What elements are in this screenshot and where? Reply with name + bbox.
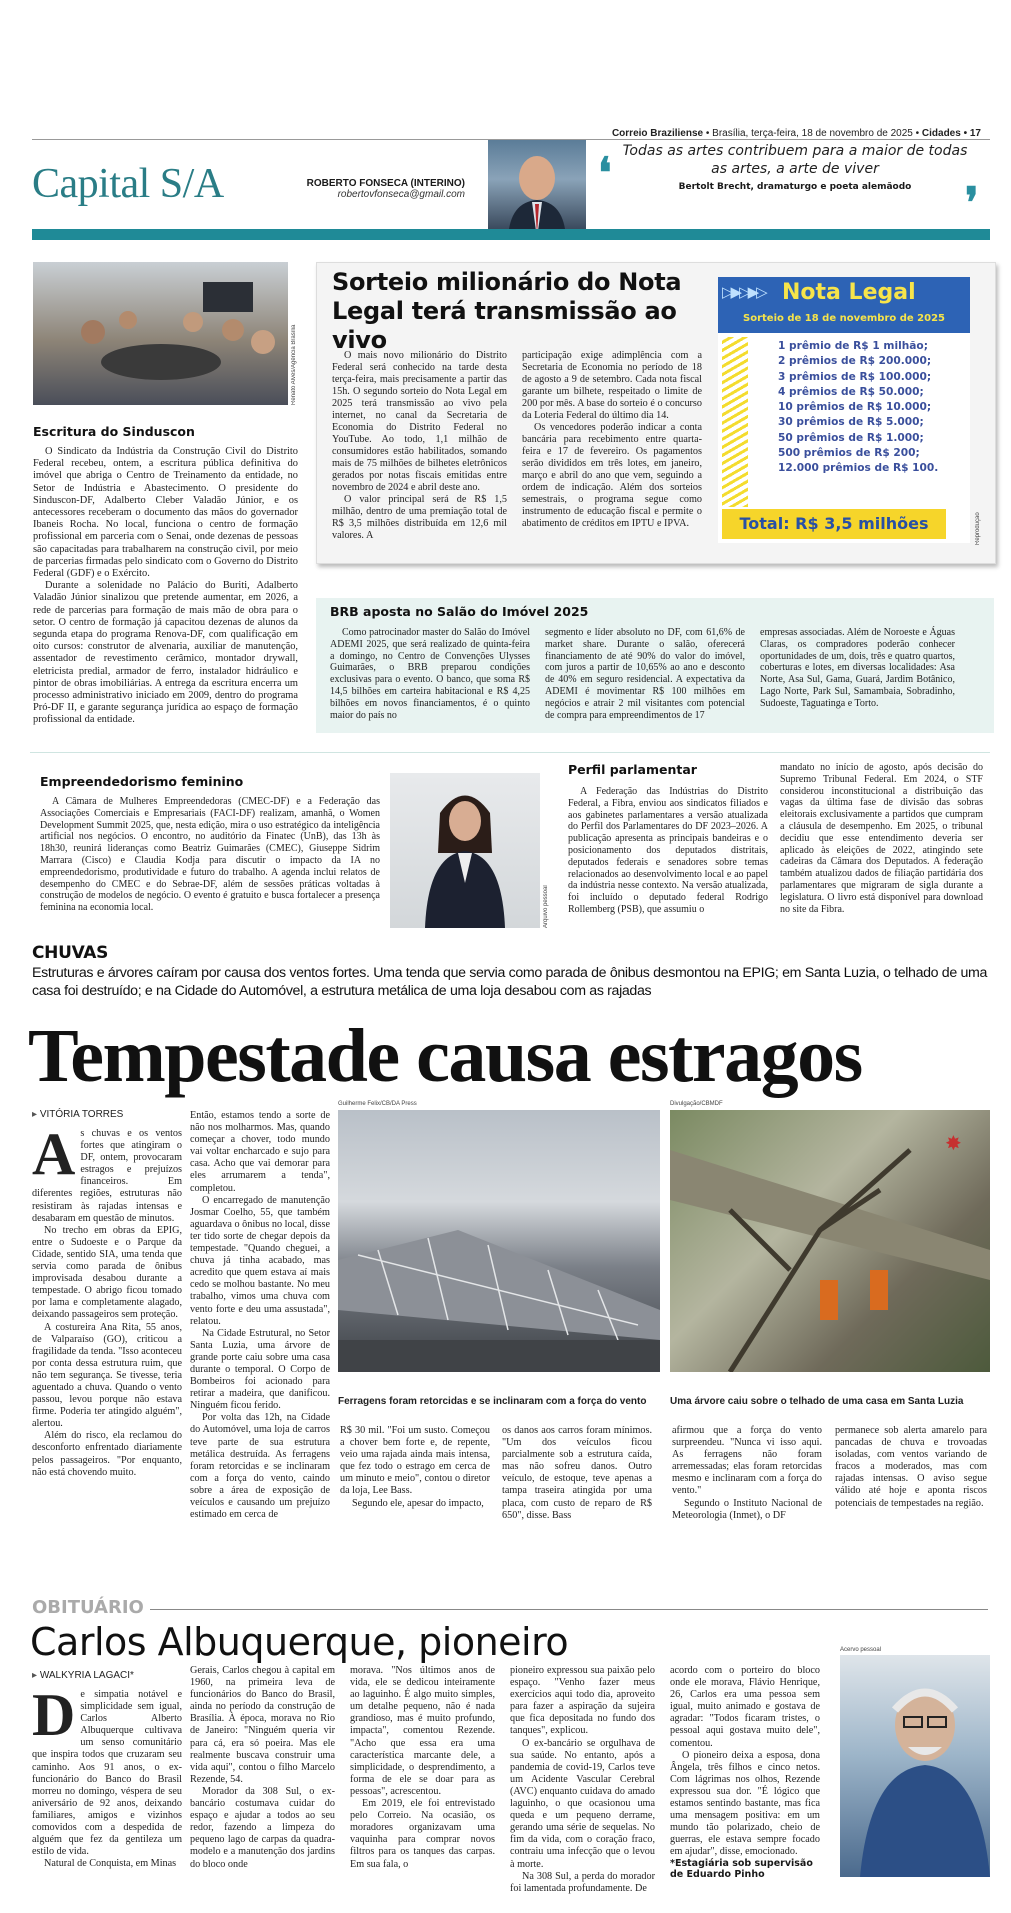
prize-item: 10 prêmios de R$ 10.000; (778, 401, 932, 414)
paragraph: No trecho em obras da EPIG, entre o Sudoeste e o Parque da Cidade, sentido SIA, uma tenda que servia como parada de ônibus improvisada desabou durante a tempestade. O abrigo ficou tomado por lama e completamente alagado, deixando passageiros sem proteção. (32, 1224, 182, 1321)
obituario-col4 (510, 1665, 655, 1895)
paragraph: pioneiro expressou sua paixão pelo espaço. "Venho fazer meus exercícios aqui todo dia, aproveito para fazer a aspiração da sujeira que fica depositada no fundo dos tanques", explicou. (510, 1665, 655, 1737)
columnist-email[interactable]: robertovfonseca@gmail.com (337, 189, 465, 200)
paragraph: Além do risco, ela reclamou do desconforto enfrentado diariamente pelos passageiros. "Por enquanto, não está chovendo muito. (32, 1430, 182, 1478)
empreend-photo (390, 773, 540, 928)
page-masthead: Correio Braziliense • Brasília, terça-feira, 18 de novembro de 2025 • Cidades • 17 (611, 128, 981, 139)
nota-legal-card-title: Nota Legal (782, 280, 916, 305)
dropcap: D (32, 1682, 76, 1748)
paragraph: Em 2019, ele foi entrevistado pelo Correio. Na ocasião, os moradores organizavam uma vaquinha para comprar novos filtros para os tanques das carpas. Em sua fala, o (350, 1798, 495, 1870)
paragraph: permanece sob alerta amarelo para pancadas de chuva e trovoadas isoladas, com ventos variando de fracos a moderados, mas com rajadas intensas. O aviso segue válido até hoje e aponta riscos potenciais de tempestades na região. (835, 1425, 987, 1509)
obituario-rule (150, 1609, 988, 1610)
sinduscon-photo (33, 262, 288, 405)
paragraph: Por volta das 12h, na Cidade do Automóvel, uma loja de carros teve parte de sua estrutura metálica destruída. As ferragens foram retorcidas e se inclinaram com a força do vento, caindo sobre a área de exposição de veículos e causando um prejuízo estimado em cerca de (190, 1412, 330, 1521)
paragraph: O valor principal será de R$ 1,5 milhão, dentro de uma premiação total de R$ 3,5 milhões distribuída em 12,6 mil valores. A (332, 494, 507, 541)
chuvas-col6 (835, 1425, 987, 1510)
chuvas-col3 (340, 1425, 490, 1510)
nota-legal-card-header (718, 277, 970, 333)
quote-text: Todas as artes contribuem para a maior de todas as artes, a arte de viver (622, 143, 968, 177)
arrow-icons: ▷▶▷▶▷ (722, 283, 765, 301)
paragraph: O ex-bancário se orgulhava de sua saúde. No entanto, após a pandemia de covid-19, Carlos teve um Acidente Vascular Cerebral (AVC) enquanto cuidava do amado laguinho, o que ocasionou uma queda e um pequeno derrame, gerando uma série de sequelas. No fim da vida, com o coração fraco, contraiu uma infecção que o levou à morte. (510, 1737, 655, 1870)
paragraph: Gerais, Carlos chegou à capital em 1960, na primeira leva de funcionários do Banco do Brasil, ainda no período da construção de Brasília. À época, morava no Rio de Janeiro: "Ninguém queria vir para cá, era só poeira. Mas ele realmente buscava construir uma vida aqui", contou o filho Marcelo Rezende, 54. (190, 1665, 335, 1785)
brb-title: BRB aposta no Salão do Imóvel 2025 (330, 604, 589, 619)
obituario-headline: Carlos Albuquerque, pioneiro (30, 1620, 569, 1664)
collapsed-structure-icon (338, 1110, 660, 1372)
sinduscon-title: Escritura do Sinduscon (33, 424, 195, 439)
chuvas-kicker: CHUVAS (32, 943, 109, 963)
paper-name: Correio Braziliense (611, 128, 704, 139)
divider (30, 752, 990, 753)
prize-item: 12.000 prêmios de R$ 100. (778, 462, 939, 475)
chuvas-col5 (672, 1425, 822, 1522)
paragraph: A costureira Ana Rita, 55 anos, de Valparaíso (GO), criticou a fragilidade da tenda. "Isso aconteceu por conta dessa estrutura ruim, que não tem segurança. Se tivesse, teria aguentado a chuva. Quando o vento passou, levou porque não estava firme. Poderia ter atingido alguém", alertou. (32, 1321, 182, 1430)
obituario-byline (32, 1670, 134, 1681)
paragraph: O encarregado de manutenção Josmar Coelho, 55, que também aguardava o ônibus no local, disse ter tido sorte de chegar depois da tempestade. "Quando cheguei, a chuva já tinha acabado, mas acredito que quem estava aí mais cedo se molhou bastante. No meu trabalho, vimos uma chuva com vento forte e deu uma assustada", relatou. (190, 1194, 330, 1327)
prize-item: 1 prêmio de R$ 1 milhão; (778, 340, 928, 352)
brb-col1 (330, 627, 530, 721)
woman-portrait-icon (390, 773, 540, 928)
paragraph: Morador da 308 Sul, o ex-bancário costumava cuidar do espaço e ajudar a todos ao seu redor, fazendo a limpeza do pequeno lago de carpas da quadra-modelo e a manutenção dos jardins do bloco onde (190, 1785, 335, 1870)
meeting-photo-icon (33, 262, 288, 405)
paragraph: afirmou que a força do vento surpreendeu. "Nunca vi isso aqui. As ferragens não foram arremessadas; elas foram retorcidas mesmo e inclinaram com a força do vento." (672, 1425, 822, 1497)
paragraph: O mais novo milionário do Distrito Federal será conhecido na tarde desta terça-feira, mais precisamente a partir das 15h. O segundo sorteio do Nota Legal em 2025 terá transmissão ao vivo pela internet, no canal da Secretaria de Economia do Distrito Federal no YouTube. Ao todo, 1,1 milhão de consumidores estão habilitados, somando mais de 75 milhões de bilhetes eletrônicos gerados por notas fiscais emitidas entre novembro de 2024 e abril deste ano. (332, 350, 507, 493)
photo-b-caption: Uma árvore caiu sobre o telhado de uma casa em Santa Luzia (670, 1396, 964, 1407)
chuvas-byline (32, 1109, 123, 1120)
chuvas-headline: Tempestade causa estragos (28, 1014, 862, 1098)
empreend-body (40, 796, 380, 914)
paragraph: Os vencedores poderão indicar a conta bancária para recebimento entre quarta-feira e 17 de fevereiro. Os pagamentos serão divididos em três lotes, em janeiro, março e abril do ano que vem, seguindo a ordem de indicação. Além dos sorteios semestrais, o programa segue como instrumento de educação fiscal e permite o abatimento de créditos em IPTU e IPVA. (522, 422, 702, 529)
nota-legal-col1 (332, 350, 507, 542)
column-name: Capital S/A (32, 161, 224, 207)
obituario-footnote: *Estagiária sob supervisão de Eduardo Pinho (670, 1858, 813, 1880)
photo-ferragens (338, 1110, 660, 1372)
open-quote-icon: ❛ (598, 148, 612, 197)
byline-arrow-icon: ▸ (32, 1670, 40, 1681)
empreend-photo-credit: Arquivo pessoal (543, 885, 549, 928)
paragraph: Durante a solenidade no Palácio do Buriti, Adalberto Valadão Júnior sinalizou que pretende aumentar, em 2026, a rede de parcerias para formação de mais mão de obra para o setor. O centro de formação já capacitou dezenas de alunos da segunda etapa do programa Renova-DF, com qualificação em oito cursos: construtor de alvenaria, auxiliar de manutenção, assentador de revestimento cerâmico, montador drywall, eletricista predial, armador de ferro, instalador hidráulico e pintor de obras imobiliárias. A entrega da escritura encerra um processo administrativo iniciado em 2009, dentro do programa Pró-DF II, e garante segurança jurídica ao espaço de formação profissional da entidade. (33, 580, 298, 726)
paragraph: O pioneiro deixa a esposa, dona Ângela, três filhos e cinco netos. Com lágrimas nos olhos, Rezende expressou sua dor. "É lógico que estamos sentindo bastante, mas fica uma mensagem positiva: em um mundo tão polarizado, cheio de guerras, ele estava sempre focado em ajudar", disse, emocionado. (670, 1749, 820, 1858)
perfil-col1 (568, 786, 768, 916)
columnist-portrait-icon (488, 140, 586, 238)
paragraph: Então, estamos tendo a sorte de não nos molharmos. Mas, quando começar a chover, todo mundo vai voltar encharcado e sujo para casa. Acho que vai demorar para eles arrumarem a tenda", completou. (190, 1110, 330, 1194)
nota-legal-card-subtitle: Sorteio de 18 de novembro de 2025 (743, 313, 945, 324)
paragraph: R$ 30 mil. "Foi um susto. Começou a chover bem forte e, de repente, veio uma rajada ainda mais intensa, que fez todo o estrago em cerca de um minuto e meio", contou o diretor da loja, Lee Bass. (340, 1425, 490, 1497)
dropcap: A (32, 1121, 76, 1187)
chuvas-col1 (32, 1121, 182, 1479)
section-name: Cidades (921, 128, 961, 139)
paragraph: acordo com o porteiro do bloco onde ele morava, Flávio Henrique, 26, Carlos era uma pessoa sem igual, muito animado e gostava de agradar: "Todos ficaram tristes, o pessoal aqui gostava muito dele", comentou. (670, 1665, 820, 1749)
paragraph: O Sindicato da Indústria da Construção Civil do Distrito Federal recebeu, ontem, a escritura pública definitiva do imóvel que abriga o Centro de Treinamento da entidade, no Setor de Indústria e Abastecimento. O presidente do Sinduscon-DF, Adalberto Cleber Valadão Júnior, e os antecessores receberam o documento das mãos do governador Ibaneis Rocha. No local, funciona o centro de formação profissional em parceria com o Senai, onde dezenas de pessoas são capacitadas para trabalharem na construção civil, por meio de parcerias firmadas pelo sindicato com o Governo do Distrito Federal (GDF) e o Exército. (33, 446, 298, 580)
sinduscon-photo-credit: Renato Alves/Agência Brasília (291, 324, 297, 405)
nota-legal-card-credit: Reprodução (975, 512, 981, 545)
paragraph: s chuvas e os ventos fortes que atingiram o DF, ontem, provocaram estragos e prejuízos financeiros. Em diferentes regiões, estruturas não resistiram às rajadas intensas e desabaram em questão de minutos. (32, 1128, 182, 1224)
paragraph: participação exige adimplência com a Secretaria de Economia no período de 18 de agosto a 9 de setembro. Cada nota fiscal garante um bilhete, respeitado o limite de 200 por mês. A base do sorteio é o concurso da Loteria Federal do último dia 14. (522, 350, 702, 421)
nota-legal-card (718, 277, 970, 543)
photo-arvore (670, 1110, 990, 1372)
prize-item: 3 prêmios de R$ 100.000; (778, 370, 932, 383)
column-quote (620, 142, 970, 192)
dateline: Brasília, terça-feira, 18 de novembro de 2025 (712, 128, 913, 139)
paragraph: Na Cidade Estrutural, no Setor Santa Luzia, uma árvore de grande porte caiu sobre uma casa durante o temporal. O Corpo de Bombeiros foi acionado para retirar a madeira, que danificou. Ninguém ficou ferido. (190, 1327, 330, 1412)
paragraph: segmento e líder absoluto no DF, com 61,6% de market share. Durante o salão, oferecerá financiamento de até 90% do valor do imóvel, com juros a partir de 10,65% ao ano e desconto de 40% em seguro residencial. A expectativa da ADEMI é movimentar R$ 100 milhões em negócios e atrair 2 mil visitantes com potencial de compra para empreendimentos de 17 (545, 627, 745, 721)
column-band (32, 229, 990, 240)
prize-item: 2 prêmios de R$ 200.000; (778, 355, 932, 368)
obituario-kicker: OBITUÁRIO (32, 1597, 144, 1618)
prize-item: 500 prêmios de R$ 200; (778, 447, 920, 460)
nota-legal-title: Sorteio milionário do Nota Legal terá transmissão ao vivo (332, 268, 682, 354)
empreend-title: Empreendedorismo feminino (40, 774, 244, 789)
paragraph: Como patrocinador master do Salão do Imóvel ADEMI 2025, que será realizado de quinta-feira a domingo, no Centro de Convenções Ulysses Guimarães, o BRB preparou condições exclusivas para o evento. O banco, que soma R$ 14,5 bilhões em carteira habitacional e R$ 4,25 bilhões em novos financiamentos, é o quinto maior do país no (330, 627, 530, 721)
paragraph: e simpatia notável e simplicidade sem igual, Carlos Alberto Albuquerque cultivava um senso comunitário que inspira todos que cruzaram seu caminho. Aos 91 anos, o ex-funcionário do Banco do Brasil morreu no domingo, véspera de seu aniversário de 92 anos, deixando familiares, amigos e vizinhos comovidos com a despedida de alguém que fez da gentileza um estilo de vida. (32, 1689, 182, 1858)
columnist-name: ROBERTO FONSECA (INTERINO) (306, 178, 465, 189)
nota-legal-col2 (522, 350, 702, 530)
paragraph: Na 308 Sul, a perda do morador foi lamentada profundamente. De (510, 1870, 655, 1894)
perfil-title: Perfil parlamentar (568, 762, 697, 777)
brb-col3 (760, 627, 955, 710)
paragraph: morava. "Nos últimos anos de vida, ele se dedicou inteiramente ao laguinho. É algo muito simples, um detalhe pequeno, não é nada grandioso, mas é muito profundo, impacta", comentou Rezende. "Acho que essa era uma característica marcante dele, a simplicidade, o desprendimento, a forma de ele se doar para as pessoas", acrescentou. (350, 1665, 495, 1797)
columnist-photo (488, 140, 586, 238)
paragraph: Natural de Conquista, em Minas (44, 1858, 177, 1870)
sinduscon-body (33, 446, 298, 727)
perfil-col2 (780, 762, 983, 915)
page-number: 17 (969, 128, 981, 139)
brb-col2 (545, 627, 745, 721)
chuvas-author: VITÓRIA TORRES (39, 1109, 124, 1120)
paragraph: A Câmara de Mulheres Empreendedoras (CMEC-DF) e a Federação das Associações Comerciais e Empresariais (FACI-DF) realizam, amanhã, o Women Development Summit 2025, que, nesta edição, mira o uso estratégico da inteligência artificial nos negócios. O encontro, no auditório da Finatec (UnB), das 13h às 18h30, reunirá lideranças como Beatriz Guimarães (CMEC), Giuseppe Sidrim Marrara (Cisco) e Claudia Kodja para discutir o impacto da IA no empreendedorismo, produtividade e futuro do trabalho. A agenda inclui relatos de desempenho do CMEC e do Sebrae-DF, além de sessões práticas voltadas à construção de modelos de negócio. O evento é gratuito e busca fortalecer a presença feminina na economia local. (40, 796, 380, 914)
paragraph: Segundo o Instituto Nacional de Meteorologia (Inmet), o DF (672, 1497, 822, 1521)
prize-item: 4 prêmios de R$ 50.000; (778, 385, 924, 398)
chuvas-col2 (190, 1110, 330, 1521)
obituario-photo-credit: Acervo pessoal (840, 1647, 882, 1653)
fallen-tree-icon (670, 1110, 990, 1372)
prize-item: 30 prêmios de R$ 5.000; (778, 416, 924, 429)
elderly-man-portrait-icon (840, 1655, 990, 1877)
obituario-col5 (670, 1665, 820, 1859)
byline-arrow-icon: ▸ (32, 1109, 40, 1120)
paragraph: empresas associadas. Além de Noroeste e Águas Claras, os compradores poderão conhecer oportunidades de um, dois, três e quatro quartos, coberturas e lotes, em diversas localidades: Asa Norte, Asa Sul, Gama, Guará, Jardim Botânico, Lago Norte, Park Sul, Samambaia, Sobradinho, Sudoeste, Taguatinga e Torto. (760, 627, 955, 709)
obituario-col2 (190, 1665, 335, 1871)
paragraph: Segundo ele, apesar do impacto, (352, 1497, 484, 1509)
chuvas-col4 (502, 1425, 652, 1522)
photo-a-credit: Guilherme Felix/CB/DA Press (338, 1101, 417, 1107)
prize-item: 50 prêmios de R$ 1.000; (778, 431, 924, 444)
paragraph: mandato no início de agosto, após decisão do Supremo Tribunal Federal. Em 2024, o STF considerou inconstitucional a distribuição das vagas da última fase de divisão das sobras eleitorais exclusivamente a partidos que cumpram a cláusula de desempenho. Em 2025, o tribunal decidiu que esse entendimento deveria ser aplicado às eleições de 2022, atingindo sete cadeiras da Câmara dos Deputados. A federação também atualizou dados de filiação partidária dos parlamentares que migraram de sigla durante a legislatura. O livro está disponível para download no site da Fibra. (780, 762, 983, 915)
svg-text:✸: ✸ (945, 1131, 962, 1155)
columnist-byline (250, 178, 465, 200)
paragraph: A Federação das Indústrias do Distrito Federal, a Fibra, enviou aos sindicatos filiados e aos gabinetes parlamentares a versão atualizada do Perfil dos Parlamentares do DF 2023–2026. A publicação apresenta as principais bandeiras e o posicionamento dos deputados distritais, deputados federais e senadores sobre temas relacionados ao desenvolvimento local e ao papel da indústria nesse contexto. Na versão atualizada, foi incluído o deputado federal Rodrigo Rollemberg (PSB), que assumiu o (568, 786, 768, 915)
obituario-col1 (32, 1682, 182, 1870)
obituario-author: WALKYRIA LAGACI* (39, 1670, 134, 1681)
prize-list (778, 339, 938, 477)
stripe-decoration (722, 337, 748, 507)
prize-total: Total: R$ 3,5 milhões (722, 509, 946, 539)
chuvas-dek: Estruturas e árvores caíram por causa dos ventos fortes. Uma tenda que servia como parada de ônibus desmontou na EPIG; em Santa Luzia, o telhado de uma casa foi destruído; e na Cidade do Automóvel, a estrutura metálica de uma loja desabou com as rajadas (32, 965, 988, 999)
photo-a-caption: Ferragens foram retorcidas e se inclinaram com a força do vento (338, 1396, 647, 1407)
obituario-col3 (350, 1665, 495, 1871)
paragraph: os danos aos carros foram mínimos. "Um dos veículos ficou parcialmente sob a estrutura caída, mas não sofreu danos. Outro veículo, de estoque, teve apenas a tampa traseira atingida por uma placa, com custo de reparo de R$ 650", disse. Bass (502, 1425, 652, 1521)
obituario-photo (840, 1655, 990, 1877)
photo-b-credit: Divulgação/CBMDF (670, 1101, 723, 1107)
quote-author: Bertolt Brecht, dramaturgo e poeta alemãodo (678, 182, 912, 192)
close-quote-icon: ❜ (965, 178, 979, 227)
